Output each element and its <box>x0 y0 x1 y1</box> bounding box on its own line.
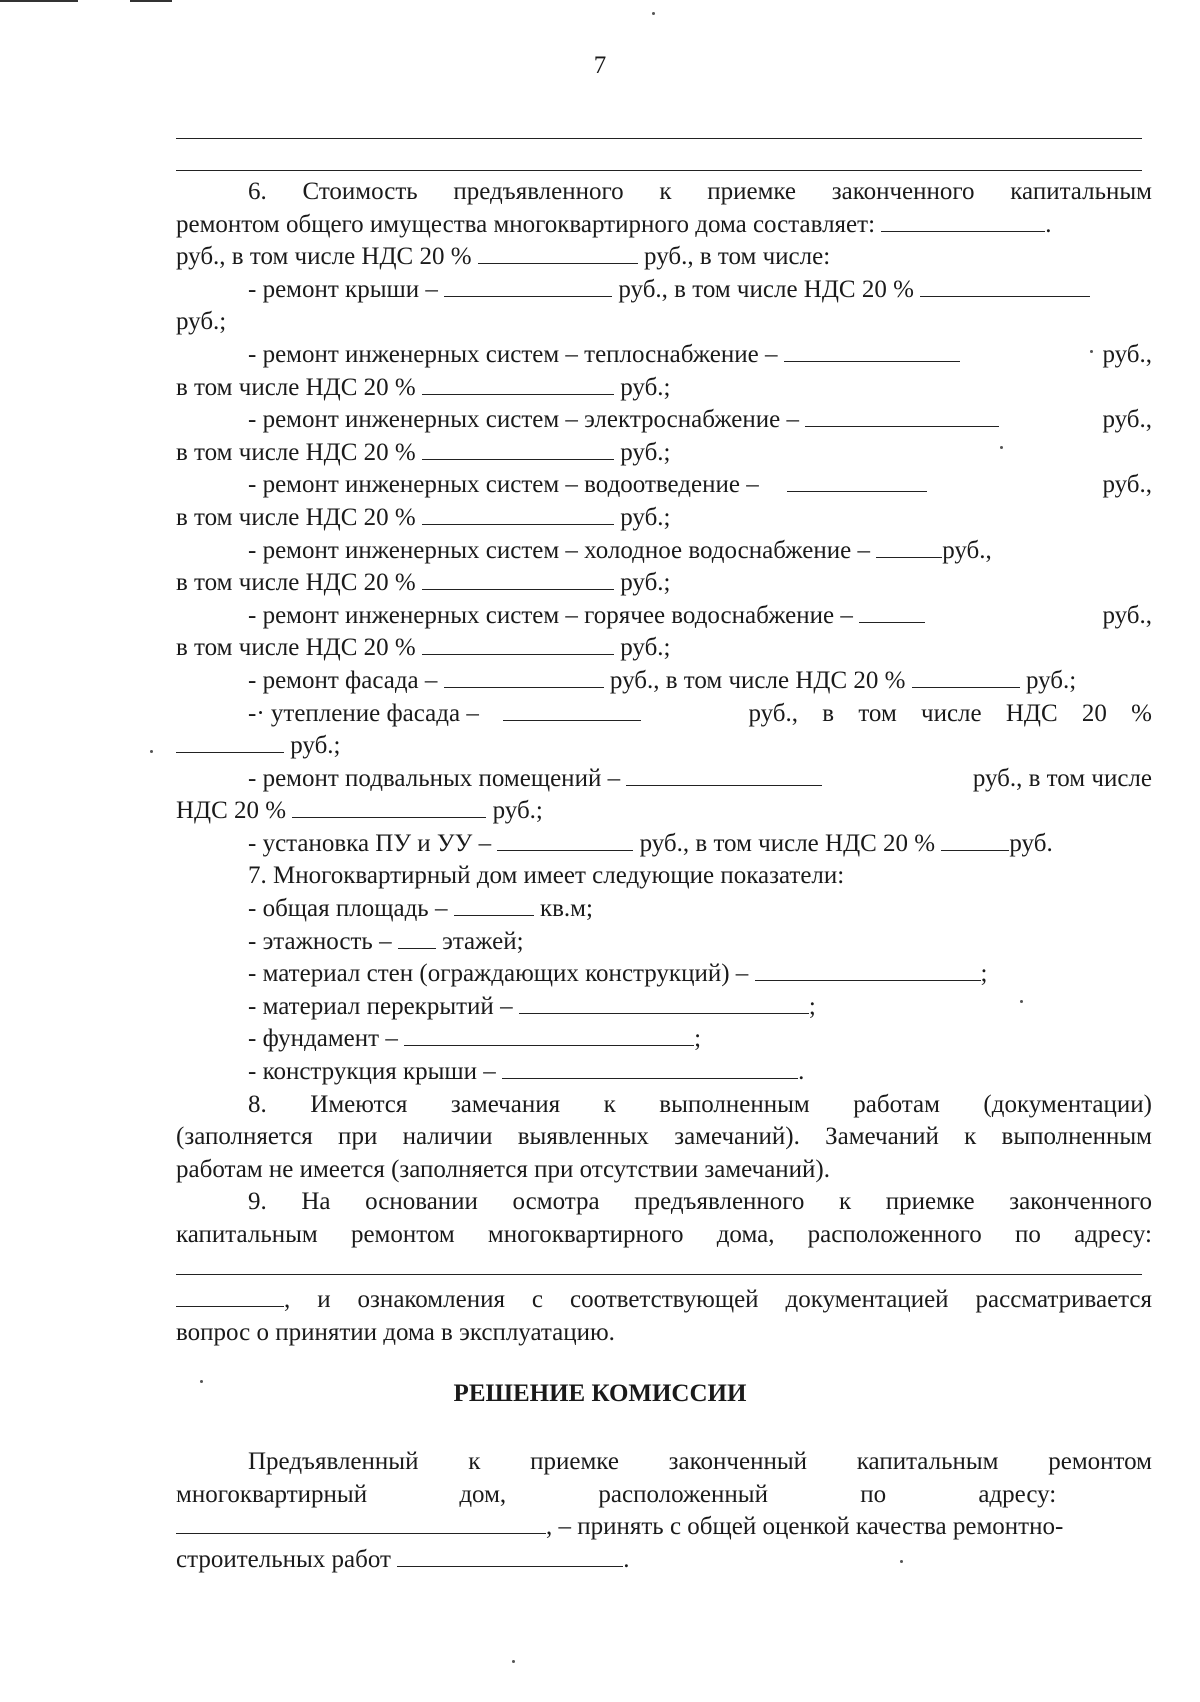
cold-water-vat-line: в том числе НДС 20 % руб.; <box>176 569 671 597</box>
basement-vat-blank <box>292 795 486 818</box>
section8-line3: работам не имеется (заполняется при отсутствии замечаний). <box>176 1155 831 1183</box>
wall-material-line: - материал стен (ограждающих конструкций) – ; <box>248 960 988 988</box>
heat-vat-blank <box>422 372 614 395</box>
floors-line: - этажность – этажей; <box>248 927 524 955</box>
foundation-blank <box>404 1023 694 1046</box>
roof-structure-blank <box>502 1056 798 1079</box>
commission-decision-heading: РЕШЕНИЕ КОМИССИИ <box>453 1380 747 1407</box>
address-blank-tail <box>176 1284 284 1307</box>
roof-repair-line2: руб.; <box>176 308 227 336</box>
section7-title: 7. Многоквартирный дом имеет следующие показатели: <box>248 862 845 890</box>
scan-speck <box>200 1380 203 1383</box>
section9-line2: капитальным ремонтом многоквартирного дома, расположенного по адресу: <box>176 1221 1152 1248</box>
hot-water-line: - ремонт инженерных систем – горячее водоснабжение – руб., <box>248 601 1152 629</box>
electric-vat-line: в том числе НДС 20 % руб.; <box>176 438 671 466</box>
section9-line5: вопрос о принятии дома в эксплуатацию. <box>176 1318 615 1346</box>
total-area-blank <box>454 893 534 916</box>
facade-insulation-line2: руб.; <box>176 730 1152 763</box>
scan-speck <box>1000 446 1003 449</box>
scan-edge-mark <box>0 0 78 2</box>
cold-water-cost-blank <box>876 535 942 558</box>
roof-structure-line: - конструкция крыши – . <box>248 1058 805 1086</box>
roof-cost-blank <box>444 274 612 297</box>
scan-speck <box>900 1560 903 1563</box>
scan-speck <box>150 750 153 753</box>
metering-install-line: - установка ПУ и УУ – руб., в том числе НДС 20 % руб. <box>248 829 1053 857</box>
electric-vat-blank <box>422 437 614 460</box>
drainage-vat-blank <box>422 502 614 525</box>
hot-water-cost-blank <box>859 600 925 623</box>
section6-line1: 6. Стоимость предъявленного к приемке законченного капитальным <box>248 178 1152 205</box>
address-blank <box>176 1252 1142 1275</box>
insulation-cost-blank <box>503 698 641 721</box>
heat-vat-line: в том числе НДС 20 % руб.; <box>176 373 671 401</box>
facade-repair-line: - ремонт фасада – руб., в том числе НДС 20 % руб.; <box>248 666 1077 694</box>
scan-edge-mark <box>130 0 172 2</box>
decision-line4: строительных работ . <box>176 1545 630 1573</box>
basement-cost-blank <box>626 763 822 786</box>
hot-water-vat-blank <box>422 632 614 655</box>
cold-water-vat-blank <box>422 567 614 590</box>
electric-supply-line: - ремонт инженерных систем – электроснабжение – руб., <box>248 406 1152 434</box>
header-rule <box>176 138 1142 139</box>
floor-slab-line: - материал перекрытий – ; <box>248 992 816 1020</box>
section6-line3: руб., в том числе НДС 20 % руб., в том числе: <box>176 243 831 271</box>
basement-vat-line: НДС 20 % руб.; <box>176 797 543 825</box>
heat-cost-blank <box>784 339 960 362</box>
metering-cost-blank <box>497 828 633 851</box>
metering-vat-blank <box>941 828 1009 851</box>
decision-text <box>176 1446 1152 1576</box>
wall-material-blank <box>755 958 981 981</box>
facade-cost-blank <box>444 665 604 688</box>
basement-repair-line: - ремонт подвальных помещений – руб., в том числе <box>248 764 1152 792</box>
address-blank-line <box>176 1252 1152 1285</box>
scan-speck <box>1090 350 1093 353</box>
total-cost-blank <box>881 209 1045 232</box>
cold-water-line: - ремонт инженерных систем – холодное водоснабжение – руб., <box>248 536 992 564</box>
scan-speck <box>652 12 655 15</box>
facade-vat-blank <box>912 665 1020 688</box>
drainage-cost-blank <box>787 469 927 492</box>
insulation-vat-blank <box>176 730 284 753</box>
main-text <box>176 176 1152 1349</box>
section9-line1: 9. На основании осмотра предъявленного к приемке законченного <box>248 1188 1152 1216</box>
facade-insulation-line: -· утепление фасада – руб., в том числе НДС 20 % <box>248 699 1152 727</box>
foundation-line: - фундамент – ; <box>248 1025 702 1053</box>
quality-rating-blank <box>397 1544 623 1567</box>
header-rule <box>176 170 1142 171</box>
total-vat-blank <box>478 241 638 264</box>
section9-line4: , и ознакомления с соответствующей документацией рассматривается <box>176 1284 1152 1317</box>
drainage-vat-line: в том числе НДС 20 % руб.; <box>176 503 671 531</box>
roof-vat-blank <box>920 274 1090 297</box>
heat-supply-line: - ремонт инженерных систем – теплоснабжение – руб., <box>248 340 1152 368</box>
section8-line2: (заполняется при наличии выявленных замечаний). Замечаний к выполненным <box>176 1123 1152 1151</box>
hot-water-vat-line: в том числе НДС 20 % руб.; <box>176 634 671 662</box>
decision-line1: Предъявленный к приемке законченный капитальным ремонтом <box>248 1448 1152 1475</box>
floors-blank <box>398 926 436 949</box>
drainage-line: - ремонт инженерных систем – водоотведение – руб., <box>248 471 1152 499</box>
decision-address-blank <box>176 1511 546 1534</box>
decision-line3: , – принять с общей оценкой качества ремонтно- <box>176 1511 1152 1544</box>
roof-repair-line: - ремонт крыши – руб., в том числе НДС 20 % <box>176 274 1152 307</box>
floor-slab-blank <box>519 991 809 1014</box>
scan-speck <box>1020 1000 1023 1003</box>
section6-line2: ремонтом общего имущества многоквартирного дома составляет: . <box>176 210 1052 238</box>
electric-cost-blank <box>805 404 999 427</box>
total-area-line: - общая площадь – кв.м; <box>248 895 593 923</box>
decision-line2: многоквартирный дом, расположенный по адресу: <box>176 1480 1057 1508</box>
scan-speck <box>512 1660 515 1663</box>
section8-line1: 8. Имеются замечания к выполненным работам (документации) <box>248 1090 1152 1118</box>
page-number: 7 <box>593 52 607 79</box>
